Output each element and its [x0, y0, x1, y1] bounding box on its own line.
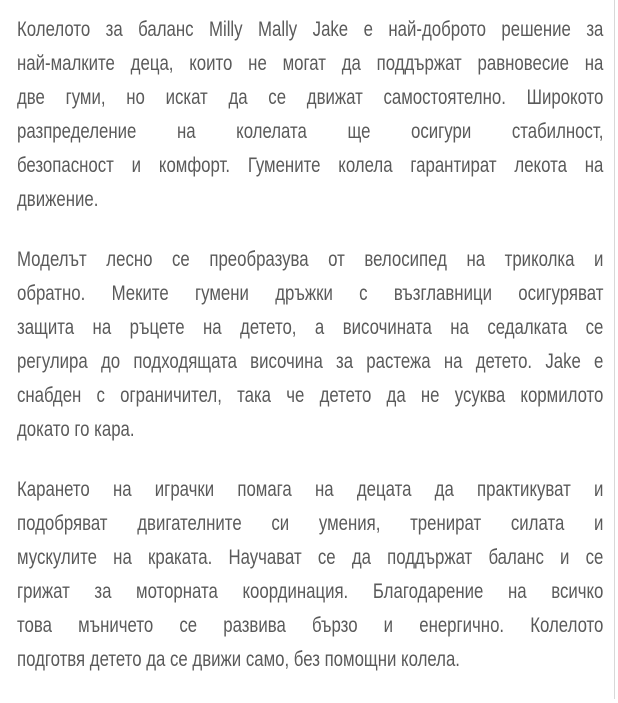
text-line: докато го кара.	[17, 418, 135, 441]
text-line: защита на ръцете на детето, а височината на седалката се	[17, 316, 604, 339]
paragraph-1	[17, 13, 603, 217]
text-line: това мъничето се развива бързо и енергично. Колелото	[17, 614, 604, 637]
text-line: Колелото за баланс Milly Mally Jake е най-доброто решение за	[17, 18, 604, 41]
text-line: две гуми, но искат да се движат самостоятелно. Широкото	[17, 86, 604, 109]
text-line: подобряват двигателните си умения, тренират силата и	[17, 512, 604, 535]
text-line: Карането на играчки помага на децата да практикуват и	[17, 478, 604, 501]
text-line: обратно. Меките гумени дръжки с възглавници осигуряват	[17, 282, 604, 305]
scrollbar-edge	[614, 0, 615, 699]
text-line: подготвя детето да се движи само, без помощни колела.	[17, 648, 460, 671]
text-line: грижат за моторната координация. Благодарение на всичко	[17, 580, 604, 603]
text-line: снабден с ограничител, така че детето да не усуква кормилото	[17, 384, 604, 407]
text-line: разпределение на колелата ще осигури стабилност,	[17, 120, 604, 143]
paragraph-2	[17, 243, 603, 447]
product-description	[17, 13, 603, 703]
text-line: Моделът лесно се преобразува от велосипед на триколка и	[17, 248, 604, 271]
text-line: мускулите на краката. Научават се да поддържат баланс и се	[17, 546, 604, 569]
text-line: безопасност и комфорт. Гумените колела гарантират лекота на	[17, 154, 604, 177]
text-line: движение.	[17, 188, 99, 211]
text-line: регулира до подходящата височина за растежа на детето. Jake е	[17, 350, 604, 373]
text-line: най-малките деца, които не могат да поддържат равновесие на	[17, 52, 604, 75]
paragraph-3	[17, 473, 603, 677]
